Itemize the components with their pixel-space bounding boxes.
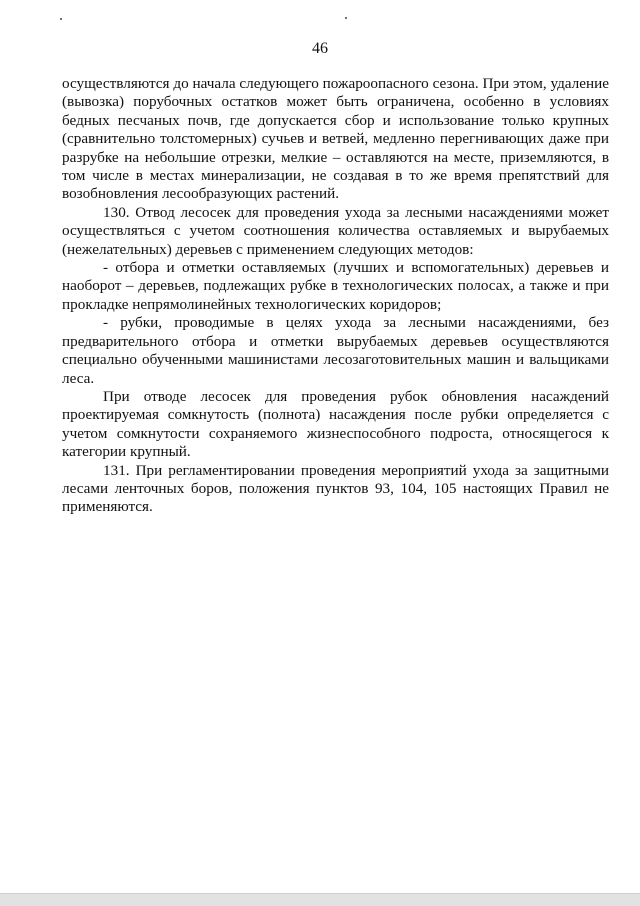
page-number: 46 (312, 40, 328, 57)
scan-speck (345, 17, 347, 19)
paragraph-method-selection-marking: - отбора и отметки оставляемых (лучших и вспомогательных) деревьев и наоборот – деревьев, подлежащих рубке в технологических полосах, а также и при прокладке непрямолинейных технологических коридоров; (62, 259, 609, 313)
paragraph-item-130: 130. Отвод лесосек для проведения ухода за лесными насаждениями может осуществляться с учетом соотношения количества оставляемых и вырубаемых (нежелательных) деревьев с применением следующих методов: (62, 203, 609, 258)
scan-speck (60, 18, 62, 20)
paragraph-method-no-preselection: - рубки, проводимые в целях ухода за лесными насаждениями, без предварительного отбора и отметки вырубаемых деревьев осуществляются специально обученными машинистами лесозаготовительных машин и вальщиками леса. (62, 314, 609, 387)
body-text (62, 75, 609, 517)
paragraph-renewal-felling: При отводе лесосек для проведения рубок обновления насаждений проектируемая сомкнутость (полнота) насаждения после рубки определяется с учетом сомкнутости сохраняемого жизнеспособного подроста, относящегося к категории крупный. (62, 387, 609, 461)
scan-bottom-edge (0, 893, 640, 906)
paragraph-continuation: осуществляются до начала следующего пожароопасного сезона. При этом, удаление (вывозка) порубочных остатков может быть ограничена, особенно в условиях бедных песчаных почв, где допускается сбор и использование только крупных (сравнительно толстомерных) сучьев и ветвей, медленно перегнивающих даже при разрубке на небольшие отрезки, мелкие – оставляются на месте, приземляются, в том числе в местах минерализации, не создавая в то же время препятствий для возобновления лесообразующих растений. (62, 75, 609, 203)
paragraph-item-131: 131. При регламентировании проведения мероприятий ухода за защитными лесами ленточных боров, положения пунктов 93, 104, 105 настоящих Правил не применяются. (62, 461, 609, 516)
